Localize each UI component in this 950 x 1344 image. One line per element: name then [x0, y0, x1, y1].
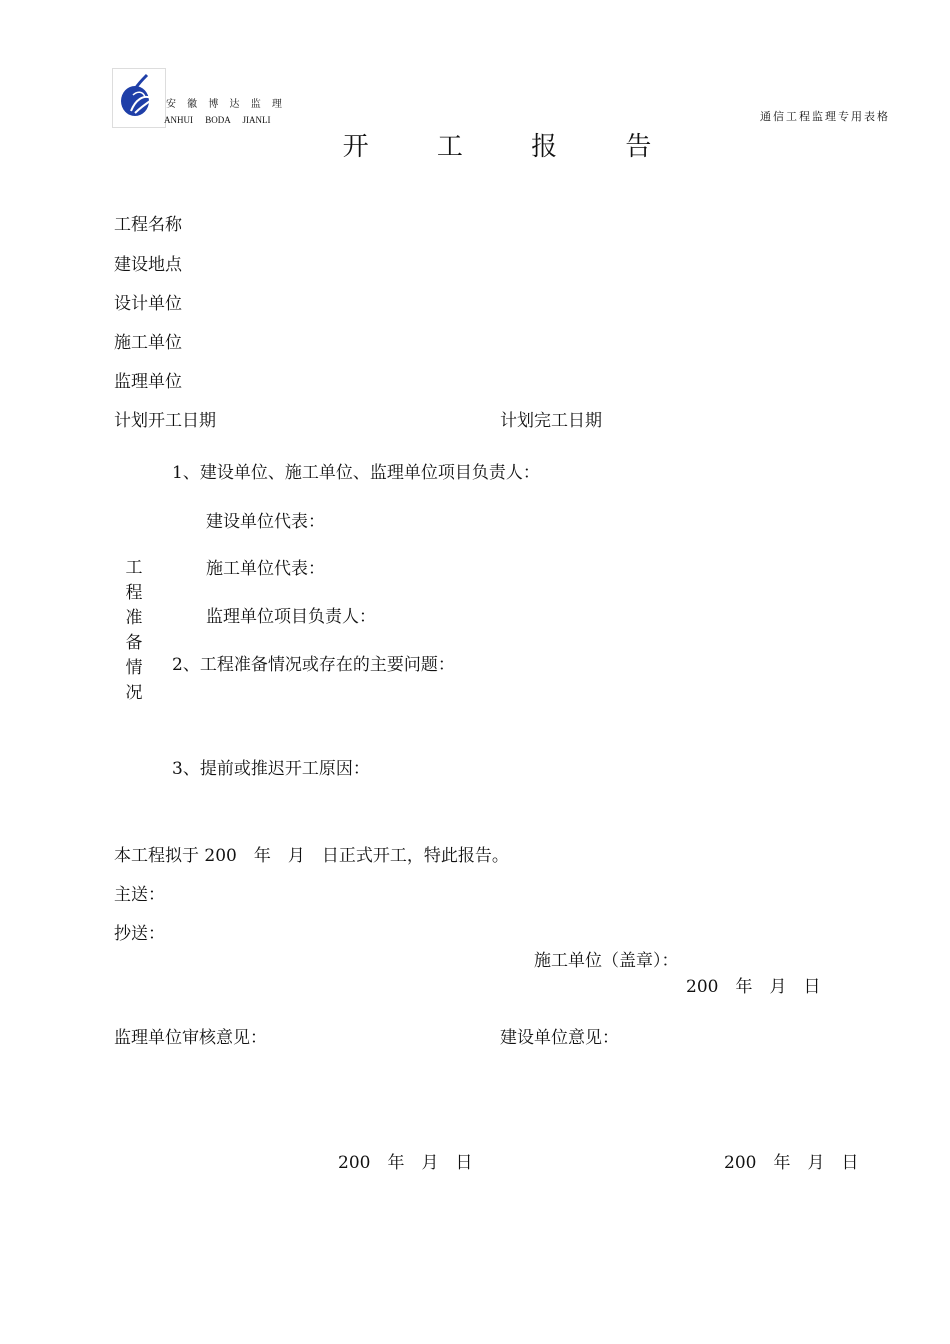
supervision-opinion-label: 监理单位审核意见： — [114, 1028, 267, 1048]
planned-finish-label: 计划完工日期 — [500, 411, 602, 431]
owner-opinion-label: 建设单位意见： — [500, 1028, 619, 1048]
logo-chinese-name: 安 徽 博 达 监 理 — [166, 99, 286, 110]
logo-emblem-icon — [113, 69, 165, 127]
page-title: 开 工 报 告 — [342, 132, 682, 162]
owner-representative-label: 建设单位代表： — [206, 512, 325, 532]
logo-english-name: ANHUI BODA JIANLI — [164, 115, 271, 125]
supervisor-lead-label: 监理单位项目负责人： — [206, 607, 376, 627]
form-type-label: 通信工程监理专用表格 — [760, 110, 890, 123]
site-label: 建设地点 — [114, 255, 182, 275]
cc-label: 抄送： — [114, 924, 165, 944]
item-2-heading: 2、工程准备情况或存在的主要问题： — [172, 655, 455, 675]
planned-start-label: 计划开工日期 — [114, 411, 216, 431]
construction-unit-label: 施工单位 — [114, 333, 182, 353]
supervision-opinion-date: 200 年 月 日 — [338, 1153, 473, 1173]
section-char: 情 — [125, 658, 143, 678]
project-name-label: 工程名称 — [114, 215, 182, 235]
section-char: 况 — [125, 683, 143, 703]
supervision-unit-label: 监理单位 — [114, 372, 182, 392]
item-1-heading: 1、建设单位、施工单位、监理单位项目负责人： — [172, 463, 540, 483]
company-logo — [112, 68, 166, 128]
section-char: 工 — [125, 558, 143, 578]
preparation-section-label — [124, 556, 144, 706]
section-char: 准 — [125, 608, 143, 628]
main-recipient-label: 主送： — [114, 885, 165, 905]
contractor-date: 200 年 月 日 — [686, 977, 821, 997]
contractor-seal-label: 施工单位（盖章）： — [534, 951, 679, 971]
design-unit-label: 设计单位 — [114, 294, 182, 314]
contractor-representative-label: 施工单位代表： — [206, 559, 325, 579]
start-statement: 本工程拟于 200 年 月 日正式开工，特此报告。 — [114, 846, 509, 866]
item-3-heading: 3、提前或推迟开工原因： — [172, 759, 370, 779]
section-char: 备 — [125, 633, 143, 653]
section-char: 程 — [125, 583, 143, 603]
owner-opinion-date: 200 年 月 日 — [724, 1153, 859, 1173]
